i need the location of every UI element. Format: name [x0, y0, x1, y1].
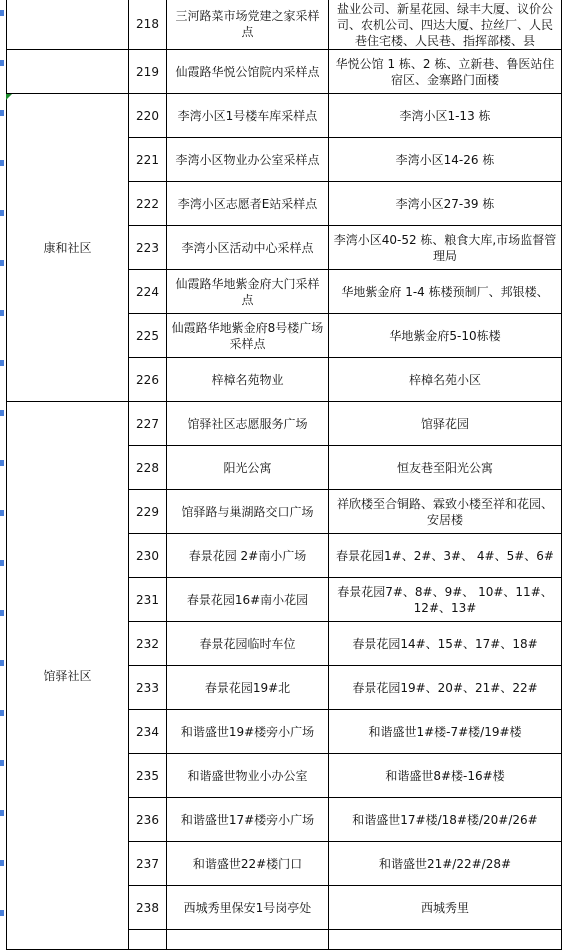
site-name-empty[interactable] — [167, 930, 329, 950]
site-name[interactable]: 仙霞路华悦公馆院内采样点 — [167, 50, 329, 94]
row-number[interactable]: 223 — [129, 226, 167, 270]
coverage-area[interactable]: 和谐盛世1#楼-7#楼/19#楼 — [329, 710, 562, 754]
site-name[interactable]: 李湾小区志愿者E站采样点 — [167, 182, 329, 226]
community-guanyi[interactable]: 馆驿社区 — [7, 402, 129, 950]
row-number[interactable]: 238 — [129, 886, 167, 930]
row-number[interactable]: 220 — [129, 94, 167, 138]
row-number[interactable]: 236 — [129, 798, 167, 842]
site-name[interactable]: 和谐盛世物业小办公室 — [167, 754, 329, 798]
coverage-area[interactable]: 春景花园14#、15#、17#、18# — [329, 622, 562, 666]
coverage-area[interactable]: 李湾小区14-26 栋 — [329, 138, 562, 182]
coverage-area[interactable]: 和谐盛世8#楼-16#楼 — [329, 754, 562, 798]
row-number[interactable]: 231 — [129, 578, 167, 622]
row-number[interactable]: 235 — [129, 754, 167, 798]
coverage-area[interactable]: 华地紫金府5-10栋楼 — [329, 314, 562, 358]
row-number[interactable]: 233 — [129, 666, 167, 710]
site-name[interactable]: 馆驿路与巢湖路交口广场 — [167, 490, 329, 534]
coverage-area-empty[interactable] — [329, 930, 562, 950]
row-number[interactable]: 232 — [129, 622, 167, 666]
row-number[interactable]: 224 — [129, 270, 167, 314]
coverage-area-text: 盐业公司、新星花园、绿丰大厦、议价公司、农机公司、四达大厦、拉丝厂、人民巷住宅楼、人民巷、指挥部楼、县 — [336, 2, 553, 48]
row-number-empty[interactable] — [129, 930, 167, 950]
row-number[interactable]: 227 — [129, 402, 167, 446]
site-name[interactable]: 和谐盛世17#楼旁小广场 — [167, 798, 329, 842]
coverage-area[interactable]: 馆驿花园 — [329, 402, 562, 446]
row-number[interactable]: 230 — [129, 534, 167, 578]
coverage-area[interactable]: 春景花园19#、20#、21#、22# — [329, 666, 562, 710]
row-number[interactable]: 237 — [129, 842, 167, 886]
row-number[interactable]: 221 — [129, 138, 167, 182]
site-name[interactable]: 阳光公寓 — [167, 446, 329, 490]
site-name[interactable]: 春景花园19#北 — [167, 666, 329, 710]
site-name[interactable]: 和谐盛世19#楼旁小广场 — [167, 710, 329, 754]
row-number[interactable]: 222 — [129, 182, 167, 226]
site-name[interactable]: 和谐盛世22#楼门口 — [167, 842, 329, 886]
site-name[interactable]: 李湾小区活动中心采样点 — [167, 226, 329, 270]
community-kanghe[interactable]: 康和社区 — [7, 94, 129, 402]
community-cell-prev[interactable] — [7, 0, 129, 50]
coverage-area[interactable]: 李湾小区27-39 栋 — [329, 182, 562, 226]
row-number[interactable]: 225 — [129, 314, 167, 358]
coverage-area[interactable]: 梓樟名苑小区 — [329, 358, 562, 402]
row-number[interactable]: 218 — [129, 0, 167, 50]
site-name[interactable]: 春景花园临时车位 — [167, 622, 329, 666]
coverage-area[interactable]: 和谐盛世17#楼/18#楼/20#/26# — [329, 798, 562, 842]
coverage-area[interactable]: 西城秀里 — [329, 886, 562, 930]
site-name[interactable]: 春景花园16#南小花园 — [167, 578, 329, 622]
site-name[interactable]: 李湾小区物业办公室采样点 — [167, 138, 329, 182]
table-row — [7, 0, 562, 50]
row-number[interactable]: 229 — [129, 490, 167, 534]
site-name[interactable]: 西城秀里保安1号岗亭处 — [167, 886, 329, 930]
row-number[interactable]: 228 — [129, 446, 167, 490]
site-name[interactable]: 馆驿社区志愿服务广场 — [167, 402, 329, 446]
coverage-area[interactable] — [329, 0, 562, 50]
coverage-area[interactable]: 祥欣楼至合铜路、霖致小楼至祥和花园、安居楼 — [329, 490, 562, 534]
site-name[interactable]: 仙霞路华地紫金府8号楼广场采样点 — [167, 314, 329, 358]
row-number[interactable]: 219 — [129, 50, 167, 94]
table-row — [7, 94, 562, 138]
coverage-area[interactable]: 李湾小区40-52 栋、粮食大库,市场监督管理局 — [329, 226, 562, 270]
sampling-sites-table — [6, 0, 562, 950]
coverage-area[interactable]: 华悦公馆 1 栋、2 栋、立新巷、鲁医站住宿区、金寨路门面楼 — [329, 50, 562, 94]
coverage-area[interactable]: 春景花园7#、8#、9#、 10#、11#、12#、13# — [329, 578, 562, 622]
site-name[interactable]: 仙霞路华地紫金府大门采样点 — [167, 270, 329, 314]
table-row — [7, 50, 562, 94]
site-name[interactable]: 春景花园 2#南小广场 — [167, 534, 329, 578]
coverage-area[interactable]: 李湾小区1-13 栋 — [329, 94, 562, 138]
row-number[interactable]: 226 — [129, 358, 167, 402]
table-row — [7, 402, 562, 446]
coverage-area[interactable]: 春景花园1#、2#、3#、 4#、5#、6# — [329, 534, 562, 578]
row-number[interactable]: 234 — [129, 710, 167, 754]
cell-indicator-icon — [6, 94, 12, 100]
site-name[interactable]: 三河路菜市场党建之家采样点 — [167, 0, 329, 50]
coverage-area[interactable]: 恒友巷至阳光公寓 — [329, 446, 562, 490]
coverage-area[interactable]: 华地紫金府 1-4 栋楼预制厂、邦银楼、 — [329, 270, 562, 314]
site-name[interactable]: 李湾小区1号楼车库采样点 — [167, 94, 329, 138]
community-cell-prev-cont[interactable] — [7, 50, 129, 94]
site-name[interactable]: 梓樟名苑物业 — [167, 358, 329, 402]
coverage-area[interactable]: 和谐盛世21#/22#/28# — [329, 842, 562, 886]
